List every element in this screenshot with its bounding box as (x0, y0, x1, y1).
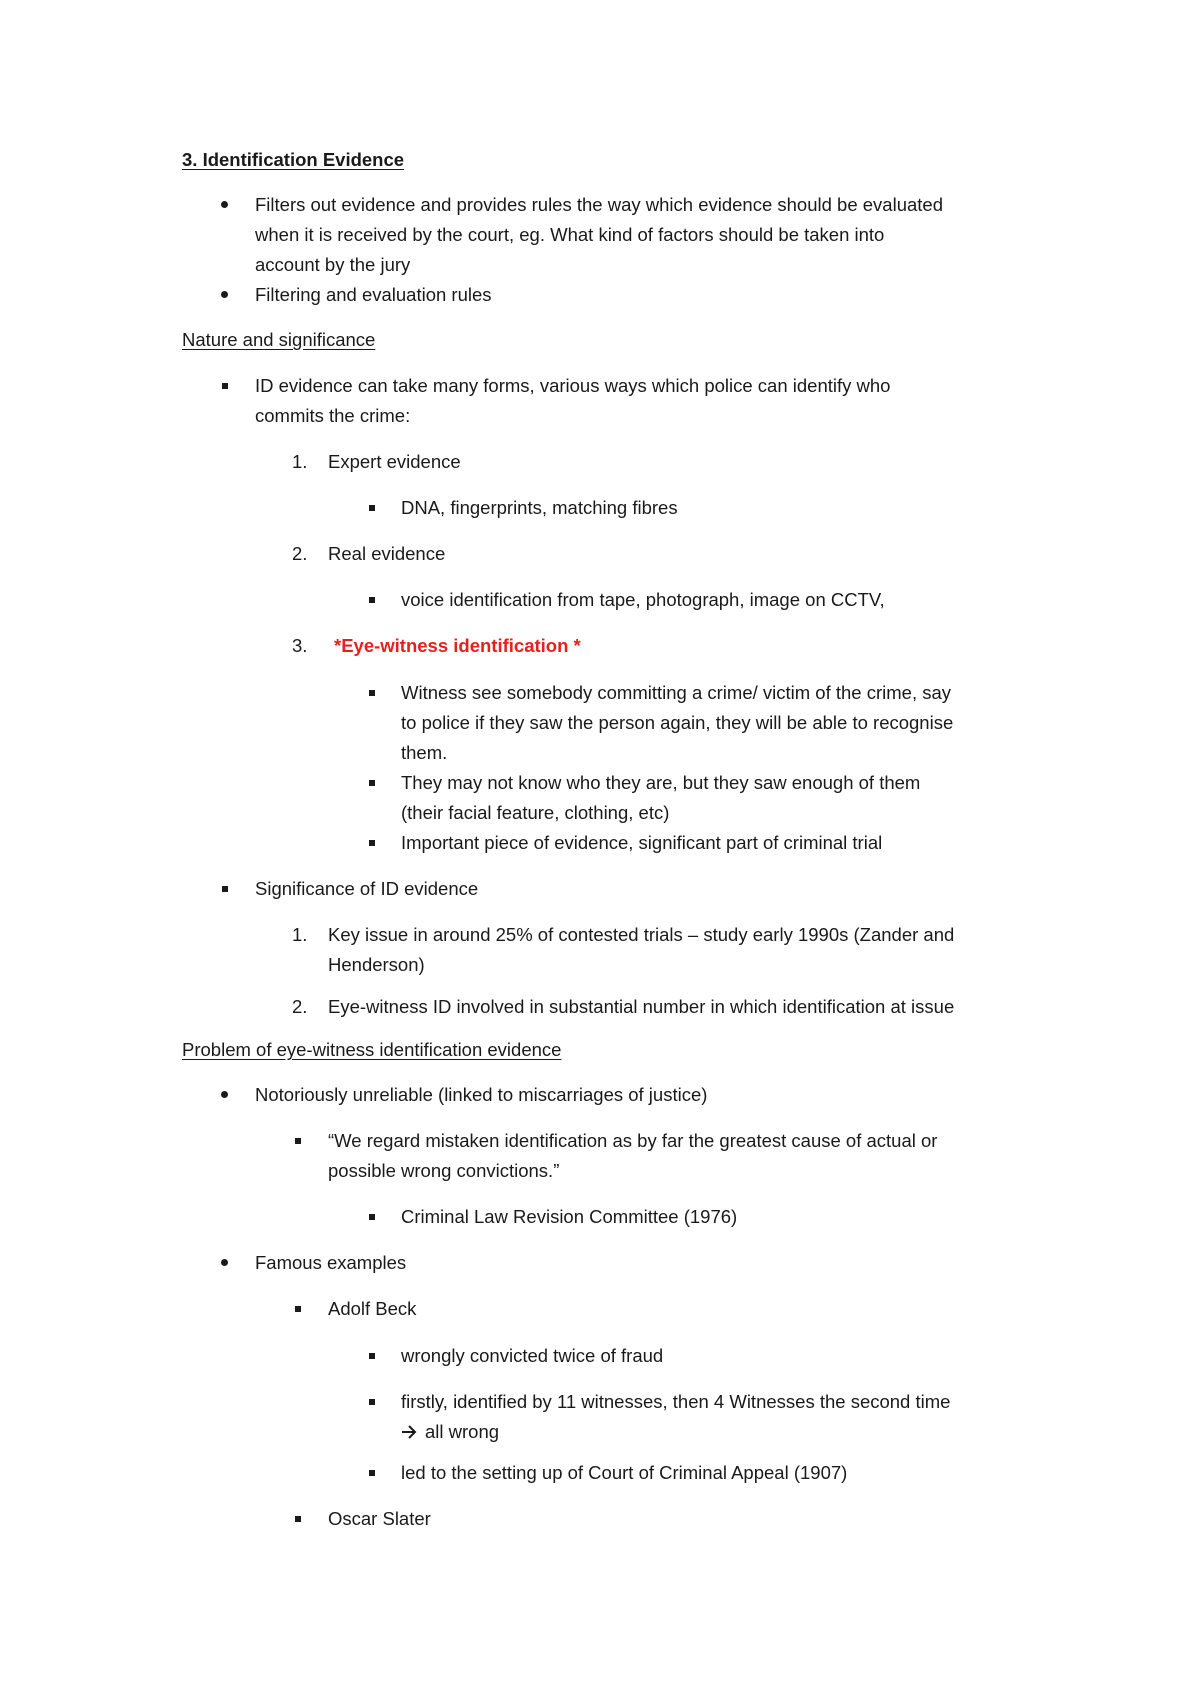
bullet-square-icon (295, 1516, 301, 1522)
eyewitness-sub-1-line-3: them. (401, 742, 448, 763)
bullet-square-icon (222, 383, 228, 389)
bullet-dot-icon (221, 291, 228, 298)
bullet-square-icon (369, 1470, 375, 1476)
bullet-square-icon (369, 1399, 375, 1405)
bullet-square-icon (295, 1306, 301, 1312)
real-evidence-label: Real evidence (328, 543, 446, 564)
bullet-dot-icon (221, 1259, 228, 1266)
bullet-dot-icon (221, 1091, 228, 1098)
list-number: 1. (292, 924, 308, 945)
eyewitness-sub-2-line-1: They may not know who they are, but they saw enough of them (401, 772, 921, 793)
expert-evidence-label: Expert evidence (328, 451, 461, 472)
list-number: 3. (292, 635, 308, 656)
significance-2: Eye-witness ID involved in substantial number in which identification at issue (328, 996, 955, 1017)
real-evidence-sub: voice identification from tape, photograph, image on CCTV, (401, 589, 885, 610)
id-forms-line-1: ID evidence can take many forms, various ways which police can identify who (255, 375, 891, 396)
expert-evidence-sub: DNA, fingerprints, matching fibres (401, 497, 678, 518)
intro-bullet-1-line-2: when it is received by the court, eg. What kind of factors should be taken into (255, 224, 885, 245)
beck-arrow-text: all wrong (425, 1421, 500, 1442)
intro-bullet-1-line-3: account by the jury (255, 254, 411, 275)
list-number: 2. (292, 543, 308, 564)
intro-bullet-2: Filtering and evaluation rules (255, 284, 492, 305)
beck-point-2-line-2 (401, 1423, 499, 1442)
significance-label: Significance of ID evidence (255, 878, 479, 899)
problem-heading: Problem of eye-witness identification evidence (182, 1039, 562, 1060)
intro-bullet-1-line-1: Filters out evidence and provides rules the way which evidence should be evaluated (255, 194, 943, 215)
famous-examples-label: Famous examples (255, 1252, 407, 1273)
adolf-beck-label: Adolf Beck (328, 1298, 417, 1319)
section-heading: 3. Identification Evidence (182, 149, 405, 170)
beck-point-3: led to the setting up of Court of Criminal Appeal (1907) (401, 1462, 848, 1483)
nature-heading: Nature and significance (182, 329, 376, 350)
list-number: 2. (292, 996, 308, 1017)
bullet-square-icon (369, 780, 375, 786)
bullet-square-icon (222, 886, 228, 892)
beck-point-1: wrongly convicted twice of fraud (401, 1345, 664, 1366)
beck-point-2-line-1: firstly, identified by 11 witnesses, then 4 Witnesses the second time (401, 1391, 951, 1412)
eyewitness-sub-2-line-2: (their facial feature, clothing, etc) (401, 802, 670, 823)
bullet-square-icon (369, 505, 375, 511)
bullet-square-icon (369, 1353, 375, 1359)
eyewitness-label: *Eye-witness identification * (334, 635, 581, 656)
quote-line-1: “We regard mistaken identification as by far the greatest cause of actual or (328, 1130, 938, 1151)
bullet-square-icon (369, 840, 375, 846)
eyewitness-sub-3: Important piece of evidence, significant part of criminal trial (401, 832, 883, 853)
eyewitness-sub-1-line-1: Witness see somebody committing a crime/ victim of the crime, say (401, 682, 952, 703)
bullet-square-icon (369, 690, 375, 696)
significance-1-line-2: Henderson) (328, 954, 425, 975)
list-number: 1. (292, 451, 308, 472)
bullet-square-icon (295, 1138, 301, 1144)
bullet-square-icon (369, 597, 375, 603)
id-forms-line-2: commits the crime: (255, 405, 411, 426)
oscar-slater-label: Oscar Slater (328, 1508, 431, 1529)
quote-line-2: possible wrong convictions.” (328, 1160, 560, 1181)
eyewitness-sub-1-line-2: to police if they saw the person again, they will be able to recognise (401, 712, 954, 733)
significance-1-line-1: Key issue in around 25% of contested trials – study early 1990s (Zander and (328, 924, 955, 945)
right-arrow-icon (401, 1423, 417, 1442)
quote-source: Criminal Law Revision Committee (1976) (401, 1206, 738, 1227)
bullet-dot-icon (221, 201, 228, 208)
bullet-square-icon (369, 1214, 375, 1220)
unreliable-text: Notoriously unreliable (linked to miscarriages of justice) (255, 1084, 708, 1105)
